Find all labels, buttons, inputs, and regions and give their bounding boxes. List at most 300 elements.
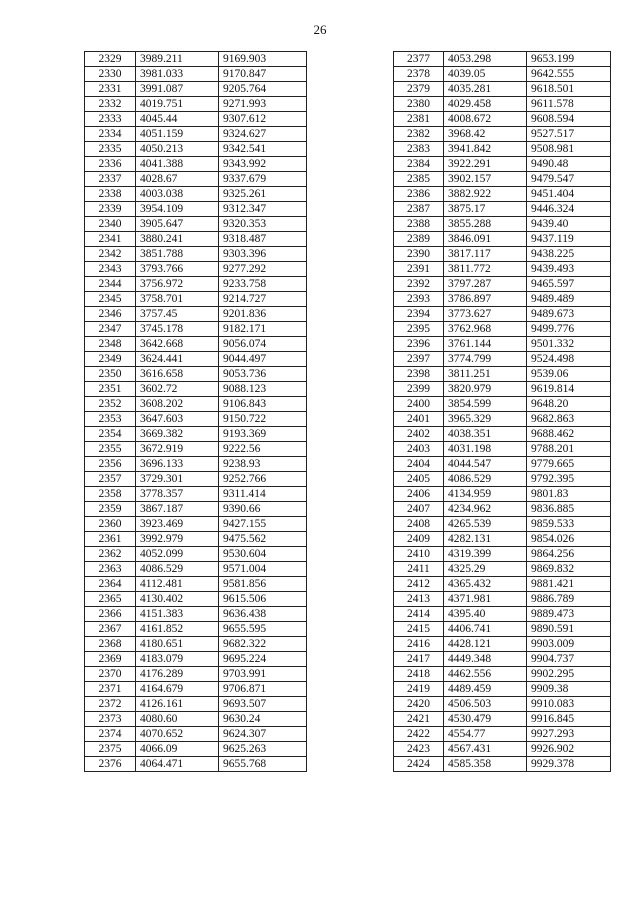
table-row xyxy=(85,712,307,727)
table-row xyxy=(85,682,307,697)
y-coordinate-cell: 9427.155 xyxy=(219,517,307,532)
point-number-cell: 2348 xyxy=(85,337,136,352)
y-coordinate-cell: 9182.171 xyxy=(219,322,307,337)
y-coordinate-cell: 9869.832 xyxy=(527,562,611,577)
point-number-cell: 2400 xyxy=(394,397,444,412)
x-coordinate-cell: 3867.187 xyxy=(136,502,219,517)
table-row xyxy=(85,217,307,232)
point-number-cell: 2394 xyxy=(394,307,444,322)
table-row xyxy=(394,637,611,652)
x-coordinate-cell: 4086.529 xyxy=(136,562,219,577)
x-coordinate-cell: 3968.42 xyxy=(444,127,527,142)
x-coordinate-cell: 4282.131 xyxy=(444,532,527,547)
x-coordinate-cell: 4070.652 xyxy=(136,727,219,742)
point-number-cell: 2395 xyxy=(394,322,444,337)
table-row xyxy=(85,742,307,757)
table-row xyxy=(394,382,611,397)
y-coordinate-cell: 9854.026 xyxy=(527,532,611,547)
x-coordinate-cell: 3608.202 xyxy=(136,397,219,412)
point-number-cell: 2375 xyxy=(85,742,136,757)
x-coordinate-cell: 3696.133 xyxy=(136,457,219,472)
point-number-cell: 2409 xyxy=(394,532,444,547)
table-row xyxy=(85,457,307,472)
x-coordinate-cell: 4038.351 xyxy=(444,427,527,442)
y-coordinate-cell: 9277.292 xyxy=(219,262,307,277)
x-coordinate-cell: 4086.529 xyxy=(444,472,527,487)
table-row xyxy=(394,352,611,367)
point-number-cell: 2422 xyxy=(394,727,444,742)
table-row xyxy=(394,82,611,97)
x-coordinate-cell: 4151.383 xyxy=(136,607,219,622)
coordinates-table-left xyxy=(84,51,307,772)
x-coordinate-cell: 4449.348 xyxy=(444,652,527,667)
x-coordinate-cell: 4265.539 xyxy=(444,517,527,532)
y-coordinate-cell: 9655.595 xyxy=(219,622,307,637)
y-coordinate-cell: 9864.256 xyxy=(527,547,611,562)
y-coordinate-cell: 9539.06 xyxy=(527,367,611,382)
table-row xyxy=(394,247,611,262)
x-coordinate-cell: 3797.287 xyxy=(444,277,527,292)
y-coordinate-cell: 9439.493 xyxy=(527,262,611,277)
point-number-cell: 2407 xyxy=(394,502,444,517)
table-row xyxy=(394,112,611,127)
y-coordinate-cell: 9312.347 xyxy=(219,202,307,217)
table-row xyxy=(85,577,307,592)
y-coordinate-cell: 9642.555 xyxy=(527,67,611,82)
point-number-cell: 2371 xyxy=(85,682,136,697)
x-coordinate-cell: 4112.481 xyxy=(136,577,219,592)
table-row xyxy=(394,397,611,412)
point-number-cell: 2369 xyxy=(85,652,136,667)
x-coordinate-cell: 4052.099 xyxy=(136,547,219,562)
y-coordinate-cell: 9205.764 xyxy=(219,82,307,97)
x-coordinate-cell: 3778.357 xyxy=(136,487,219,502)
point-number-cell: 2418 xyxy=(394,667,444,682)
x-coordinate-cell: 4183.079 xyxy=(136,652,219,667)
point-number-cell: 2405 xyxy=(394,472,444,487)
point-number-cell: 2338 xyxy=(85,187,136,202)
y-coordinate-cell: 9859.533 xyxy=(527,517,611,532)
point-number-cell: 2381 xyxy=(394,112,444,127)
y-coordinate-cell: 9792.395 xyxy=(527,472,611,487)
table-row xyxy=(394,187,611,202)
table-row xyxy=(85,292,307,307)
table-row xyxy=(85,502,307,517)
table-row xyxy=(394,292,611,307)
x-coordinate-cell: 4028.67 xyxy=(136,172,219,187)
y-coordinate-cell: 9927.293 xyxy=(527,727,611,742)
table-row xyxy=(394,367,611,382)
table-row xyxy=(85,307,307,322)
table-row xyxy=(85,562,307,577)
table-row xyxy=(85,67,307,82)
y-coordinate-cell: 9238.93 xyxy=(219,457,307,472)
table-row xyxy=(85,532,307,547)
x-coordinate-cell: 3761.144 xyxy=(444,337,527,352)
table-row xyxy=(85,547,307,562)
table-row xyxy=(85,337,307,352)
point-number-cell: 2336 xyxy=(85,157,136,172)
point-number-cell: 2362 xyxy=(85,547,136,562)
table-row xyxy=(394,652,611,667)
y-coordinate-cell: 9886.789 xyxy=(527,592,611,607)
table-row xyxy=(394,322,611,337)
y-coordinate-cell: 9508.981 xyxy=(527,142,611,157)
table-row xyxy=(85,82,307,97)
point-number-cell: 2353 xyxy=(85,412,136,427)
point-number-cell: 2399 xyxy=(394,382,444,397)
x-coordinate-cell: 4050.213 xyxy=(136,142,219,157)
x-coordinate-cell: 3981.033 xyxy=(136,67,219,82)
point-number-cell: 2330 xyxy=(85,67,136,82)
point-number-cell: 2346 xyxy=(85,307,136,322)
point-number-cell: 2389 xyxy=(394,232,444,247)
table-row xyxy=(394,142,611,157)
table-row xyxy=(394,607,611,622)
point-number-cell: 2417 xyxy=(394,652,444,667)
point-number-cell: 2349 xyxy=(85,352,136,367)
point-number-cell: 2372 xyxy=(85,697,136,712)
point-number-cell: 2408 xyxy=(394,517,444,532)
y-coordinate-cell: 9337.679 xyxy=(219,172,307,187)
table-row xyxy=(394,412,611,427)
y-coordinate-cell: 9682.322 xyxy=(219,637,307,652)
table-row xyxy=(394,727,611,742)
x-coordinate-cell: 4462.556 xyxy=(444,667,527,682)
table-row xyxy=(394,52,611,67)
x-coordinate-cell: 3647.603 xyxy=(136,412,219,427)
x-coordinate-cell: 4180.651 xyxy=(136,637,219,652)
table-row xyxy=(394,682,611,697)
table-row xyxy=(394,217,611,232)
table-row xyxy=(394,742,611,757)
table-row xyxy=(394,127,611,142)
y-coordinate-cell: 9530.604 xyxy=(219,547,307,562)
x-coordinate-cell: 3905.647 xyxy=(136,217,219,232)
y-coordinate-cell: 9390.66 xyxy=(219,502,307,517)
x-coordinate-cell: 4019.751 xyxy=(136,97,219,112)
point-number-cell: 2392 xyxy=(394,277,444,292)
table-row xyxy=(85,607,307,622)
x-coordinate-cell: 4051.159 xyxy=(136,127,219,142)
x-coordinate-cell: 3882.922 xyxy=(444,187,527,202)
x-coordinate-cell: 4567.431 xyxy=(444,742,527,757)
table-row xyxy=(394,592,611,607)
point-number-cell: 2343 xyxy=(85,262,136,277)
y-coordinate-cell: 9318.487 xyxy=(219,232,307,247)
table-row xyxy=(394,157,611,172)
table-row xyxy=(85,172,307,187)
y-coordinate-cell: 9489.489 xyxy=(527,292,611,307)
point-number-cell: 2388 xyxy=(394,217,444,232)
x-coordinate-cell: 3811.251 xyxy=(444,367,527,382)
point-number-cell: 2378 xyxy=(394,67,444,82)
x-coordinate-cell: 3855.288 xyxy=(444,217,527,232)
x-coordinate-cell: 4371.981 xyxy=(444,592,527,607)
y-coordinate-cell: 9446.324 xyxy=(527,202,611,217)
table-row xyxy=(85,697,307,712)
y-coordinate-cell: 9201.836 xyxy=(219,307,307,322)
y-coordinate-cell: 9465.597 xyxy=(527,277,611,292)
point-number-cell: 2364 xyxy=(85,577,136,592)
x-coordinate-cell: 4080.60 xyxy=(136,712,219,727)
table-row xyxy=(85,427,307,442)
y-coordinate-cell: 9501.332 xyxy=(527,337,611,352)
x-coordinate-cell: 3757.45 xyxy=(136,307,219,322)
point-number-cell: 2347 xyxy=(85,322,136,337)
point-number-cell: 2363 xyxy=(85,562,136,577)
table-row xyxy=(394,427,611,442)
table-row xyxy=(394,622,611,637)
table-row xyxy=(85,652,307,667)
y-coordinate-cell: 9682.863 xyxy=(527,412,611,427)
table-row xyxy=(85,187,307,202)
y-coordinate-cell: 9527.517 xyxy=(527,127,611,142)
x-coordinate-cell: 3965.329 xyxy=(444,412,527,427)
point-number-cell: 2342 xyxy=(85,247,136,262)
table-row xyxy=(85,52,307,67)
point-number-cell: 2424 xyxy=(394,757,444,772)
y-coordinate-cell: 9910.083 xyxy=(527,697,611,712)
point-number-cell: 2360 xyxy=(85,517,136,532)
y-coordinate-cell: 9311.414 xyxy=(219,487,307,502)
x-coordinate-cell: 3672.919 xyxy=(136,442,219,457)
point-number-cell: 2334 xyxy=(85,127,136,142)
table-row xyxy=(394,442,611,457)
point-number-cell: 2403 xyxy=(394,442,444,457)
table-row xyxy=(394,712,611,727)
point-number-cell: 2339 xyxy=(85,202,136,217)
coordinates-table-right xyxy=(393,51,611,772)
y-coordinate-cell: 9836.885 xyxy=(527,502,611,517)
x-coordinate-cell: 4176.289 xyxy=(136,667,219,682)
table-row xyxy=(394,457,611,472)
point-number-cell: 2333 xyxy=(85,112,136,127)
y-coordinate-cell: 9499.776 xyxy=(527,322,611,337)
y-coordinate-cell: 9524.498 xyxy=(527,352,611,367)
point-number-cell: 2393 xyxy=(394,292,444,307)
x-coordinate-cell: 3846.091 xyxy=(444,232,527,247)
point-number-cell: 2397 xyxy=(394,352,444,367)
x-coordinate-cell: 3774.799 xyxy=(444,352,527,367)
y-coordinate-cell: 9706.871 xyxy=(219,682,307,697)
table-row xyxy=(85,142,307,157)
x-coordinate-cell: 3992.979 xyxy=(136,532,219,547)
x-coordinate-cell: 3902.157 xyxy=(444,172,527,187)
x-coordinate-cell: 4554.77 xyxy=(444,727,527,742)
y-coordinate-cell: 9611.578 xyxy=(527,97,611,112)
y-coordinate-cell: 9909.38 xyxy=(527,682,611,697)
point-number-cell: 2402 xyxy=(394,427,444,442)
table-row xyxy=(85,487,307,502)
y-coordinate-cell: 9053.736 xyxy=(219,367,307,382)
point-number-cell: 2337 xyxy=(85,172,136,187)
point-number-cell: 2335 xyxy=(85,142,136,157)
point-number-cell: 2354 xyxy=(85,427,136,442)
x-coordinate-cell: 3875.17 xyxy=(444,202,527,217)
table-row xyxy=(394,517,611,532)
x-coordinate-cell: 3669.382 xyxy=(136,427,219,442)
x-coordinate-cell: 3616.658 xyxy=(136,367,219,382)
point-number-cell: 2423 xyxy=(394,742,444,757)
y-coordinate-cell: 9581.856 xyxy=(219,577,307,592)
y-coordinate-cell: 9490.48 xyxy=(527,157,611,172)
table-row xyxy=(85,727,307,742)
point-number-cell: 2368 xyxy=(85,637,136,652)
y-coordinate-cell: 9439.40 xyxy=(527,217,611,232)
table-row xyxy=(85,667,307,682)
x-coordinate-cell: 3756.972 xyxy=(136,277,219,292)
x-coordinate-cell: 4039.05 xyxy=(444,67,527,82)
x-coordinate-cell: 3923.469 xyxy=(136,517,219,532)
point-number-cell: 2398 xyxy=(394,367,444,382)
y-coordinate-cell: 9233.758 xyxy=(219,277,307,292)
point-number-cell: 2357 xyxy=(85,472,136,487)
point-number-cell: 2386 xyxy=(394,187,444,202)
y-coordinate-cell: 9489.673 xyxy=(527,307,611,322)
table-row xyxy=(394,562,611,577)
y-coordinate-cell: 9214.727 xyxy=(219,292,307,307)
point-number-cell: 2385 xyxy=(394,172,444,187)
table-row xyxy=(85,397,307,412)
point-number-cell: 2359 xyxy=(85,502,136,517)
x-coordinate-cell: 4585.358 xyxy=(444,757,527,772)
point-number-cell: 2380 xyxy=(394,97,444,112)
point-number-cell: 2350 xyxy=(85,367,136,382)
x-coordinate-cell: 4045.44 xyxy=(136,112,219,127)
y-coordinate-cell: 9342.541 xyxy=(219,142,307,157)
point-number-cell: 2332 xyxy=(85,97,136,112)
point-number-cell: 2404 xyxy=(394,457,444,472)
table-row xyxy=(394,232,611,247)
y-coordinate-cell: 9904.737 xyxy=(527,652,611,667)
y-coordinate-cell: 9307.612 xyxy=(219,112,307,127)
y-coordinate-cell: 9779.665 xyxy=(527,457,611,472)
y-coordinate-cell: 9653.199 xyxy=(527,52,611,67)
x-coordinate-cell: 4164.679 xyxy=(136,682,219,697)
x-coordinate-cell: 4003.038 xyxy=(136,187,219,202)
point-number-cell: 2376 xyxy=(85,757,136,772)
point-number-cell: 2355 xyxy=(85,442,136,457)
y-coordinate-cell: 9106.843 xyxy=(219,397,307,412)
y-coordinate-cell: 9044.497 xyxy=(219,352,307,367)
table-row xyxy=(85,382,307,397)
point-number-cell: 2413 xyxy=(394,592,444,607)
x-coordinate-cell: 4428.121 xyxy=(444,637,527,652)
point-number-cell: 2401 xyxy=(394,412,444,427)
point-number-cell: 2340 xyxy=(85,217,136,232)
y-coordinate-cell: 9625.263 xyxy=(219,742,307,757)
point-number-cell: 2390 xyxy=(394,247,444,262)
point-number-cell: 2421 xyxy=(394,712,444,727)
x-coordinate-cell: 3786.897 xyxy=(444,292,527,307)
point-number-cell: 2382 xyxy=(394,127,444,142)
y-coordinate-cell: 9615.506 xyxy=(219,592,307,607)
x-coordinate-cell: 4161.852 xyxy=(136,622,219,637)
y-coordinate-cell: 9608.594 xyxy=(527,112,611,127)
point-number-cell: 2411 xyxy=(394,562,444,577)
point-number-cell: 2331 xyxy=(85,82,136,97)
x-coordinate-cell: 3602.72 xyxy=(136,382,219,397)
y-coordinate-cell: 9451.404 xyxy=(527,187,611,202)
table-row xyxy=(394,67,611,82)
x-coordinate-cell: 4319.399 xyxy=(444,547,527,562)
x-coordinate-cell: 3817.117 xyxy=(444,247,527,262)
table-row xyxy=(85,277,307,292)
table-row xyxy=(85,367,307,382)
table-row xyxy=(85,412,307,427)
point-number-cell: 2391 xyxy=(394,262,444,277)
x-coordinate-cell: 4031.198 xyxy=(444,442,527,457)
x-coordinate-cell: 4134.959 xyxy=(444,487,527,502)
y-coordinate-cell: 9688.462 xyxy=(527,427,611,442)
y-coordinate-cell: 9088.123 xyxy=(219,382,307,397)
y-coordinate-cell: 9636.438 xyxy=(219,607,307,622)
x-coordinate-cell: 4053.298 xyxy=(444,52,527,67)
x-coordinate-cell: 4029.458 xyxy=(444,97,527,112)
y-coordinate-cell: 9150.722 xyxy=(219,412,307,427)
point-number-cell: 2419 xyxy=(394,682,444,697)
x-coordinate-cell: 4008.672 xyxy=(444,112,527,127)
x-coordinate-cell: 3624.441 xyxy=(136,352,219,367)
x-coordinate-cell: 3820.979 xyxy=(444,382,527,397)
table-row xyxy=(394,697,611,712)
point-number-cell: 2356 xyxy=(85,457,136,472)
x-coordinate-cell: 3854.599 xyxy=(444,397,527,412)
y-coordinate-cell: 9903.009 xyxy=(527,637,611,652)
y-coordinate-cell: 9222.56 xyxy=(219,442,307,457)
y-coordinate-cell: 9916.845 xyxy=(527,712,611,727)
x-coordinate-cell: 4406.741 xyxy=(444,622,527,637)
x-coordinate-cell: 4234.962 xyxy=(444,502,527,517)
table-row xyxy=(394,502,611,517)
x-coordinate-cell: 3729.301 xyxy=(136,472,219,487)
point-number-cell: 2410 xyxy=(394,547,444,562)
table-row xyxy=(394,547,611,562)
point-number-cell: 2383 xyxy=(394,142,444,157)
x-coordinate-cell: 3880.241 xyxy=(136,232,219,247)
table-row xyxy=(394,202,611,217)
table-row xyxy=(394,97,611,112)
x-coordinate-cell: 3989.211 xyxy=(136,52,219,67)
x-coordinate-cell: 3793.766 xyxy=(136,262,219,277)
point-number-cell: 2412 xyxy=(394,577,444,592)
table-row xyxy=(394,757,611,772)
table-row xyxy=(85,262,307,277)
point-number-cell: 2341 xyxy=(85,232,136,247)
x-coordinate-cell: 3811.772 xyxy=(444,262,527,277)
x-coordinate-cell: 3922.291 xyxy=(444,157,527,172)
point-number-cell: 2366 xyxy=(85,607,136,622)
x-coordinate-cell: 4489.459 xyxy=(444,682,527,697)
x-coordinate-cell: 4064.471 xyxy=(136,757,219,772)
y-coordinate-cell: 9890.591 xyxy=(527,622,611,637)
y-coordinate-cell: 9693.507 xyxy=(219,697,307,712)
x-coordinate-cell: 3941.842 xyxy=(444,142,527,157)
point-number-cell: 2377 xyxy=(394,52,444,67)
y-coordinate-cell: 9881.421 xyxy=(527,577,611,592)
point-number-cell: 2396 xyxy=(394,337,444,352)
point-number-cell: 2345 xyxy=(85,292,136,307)
x-coordinate-cell: 3851.788 xyxy=(136,247,219,262)
x-coordinate-cell: 3991.087 xyxy=(136,82,219,97)
y-coordinate-cell: 9056.074 xyxy=(219,337,307,352)
x-coordinate-cell: 4325.29 xyxy=(444,562,527,577)
x-coordinate-cell: 4035.281 xyxy=(444,82,527,97)
y-coordinate-cell: 9303.396 xyxy=(219,247,307,262)
table-row xyxy=(85,517,307,532)
table-row xyxy=(85,202,307,217)
